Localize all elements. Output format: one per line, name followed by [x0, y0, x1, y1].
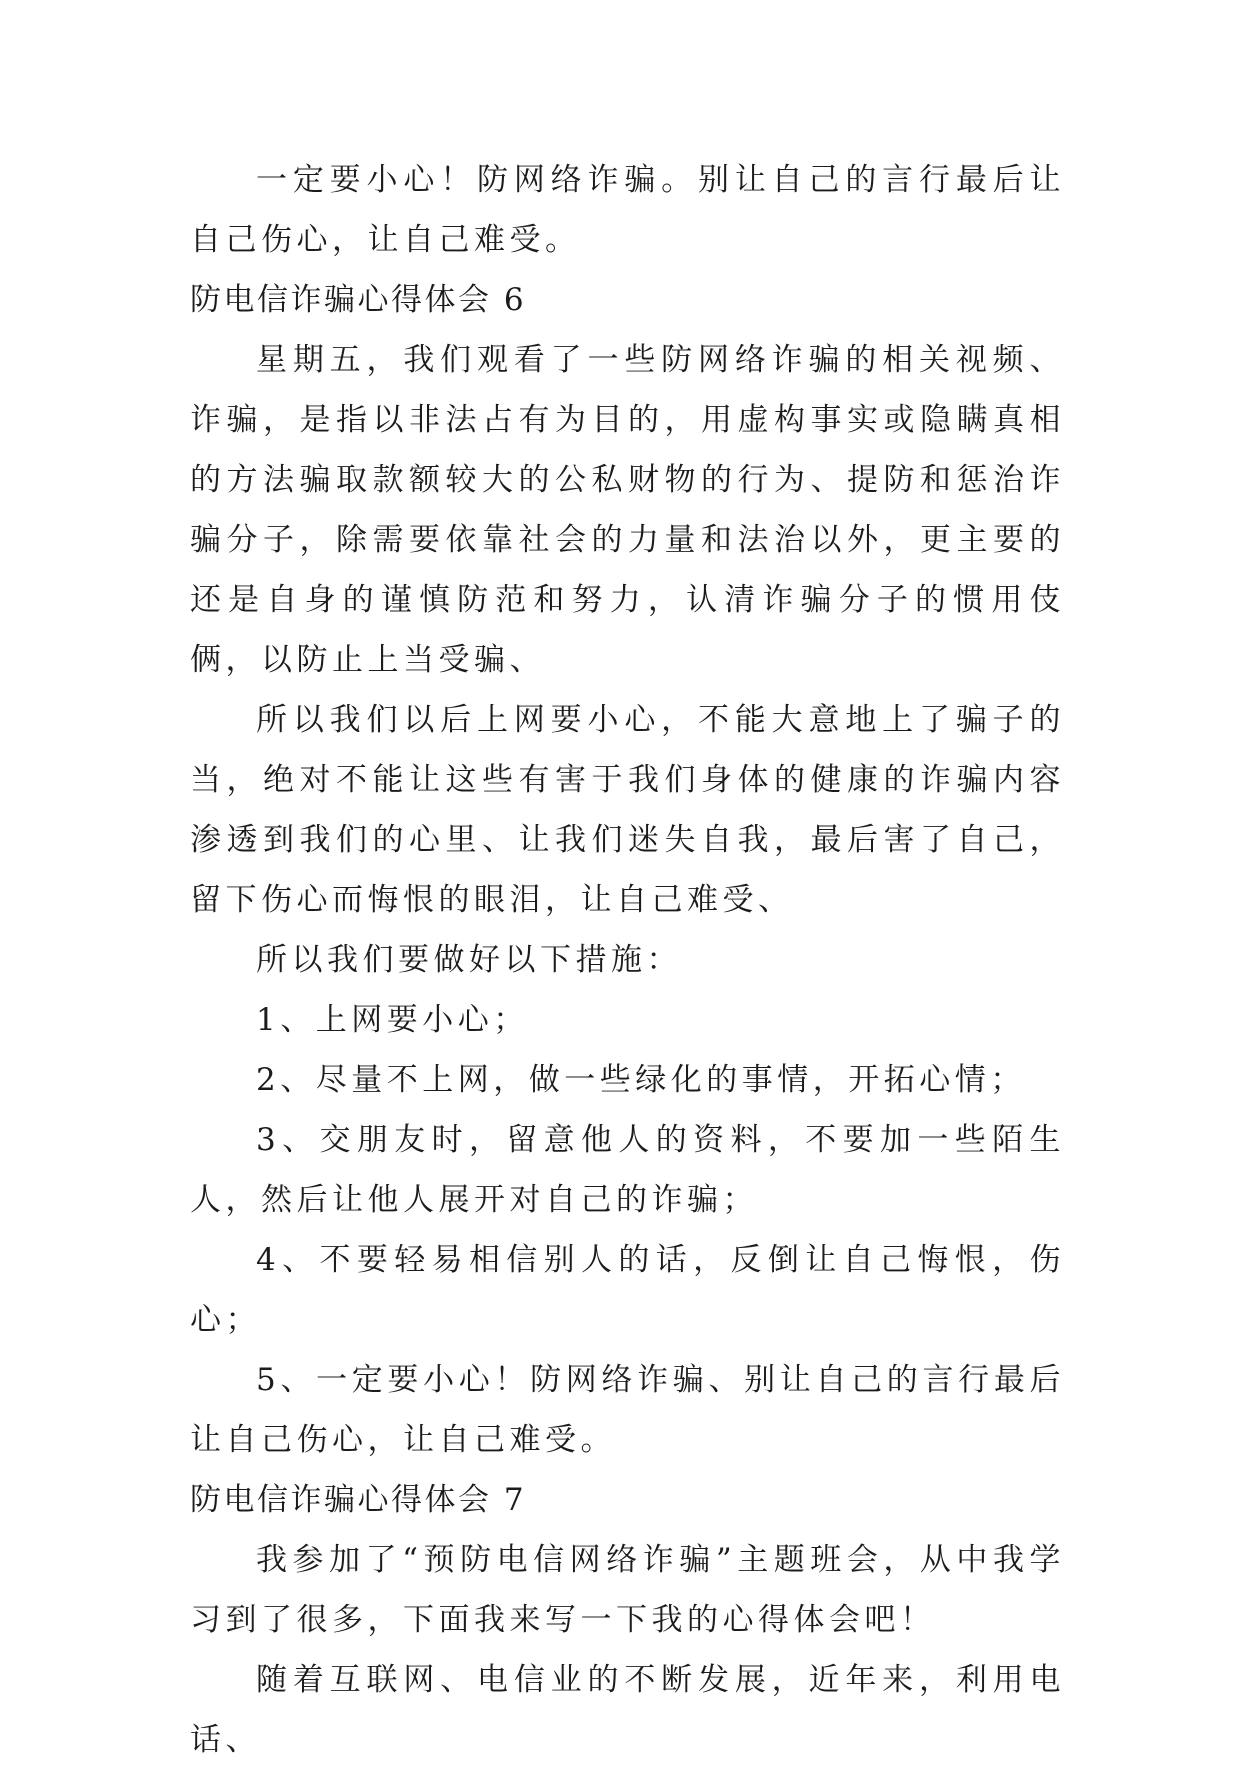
list-item: 1、上网要小心；: [256, 1002, 529, 1038]
paragraph: 星期五，我们观看了一些防网络诈骗的相关视频、诈骗，是指以非法占有为目的，用虚构事实或隐瞒真相的方法骗取款额较大的公私财物的行为、提防和惩治诈骗分子，除需要依靠社会的力量和法治以外，更主要的还是自身的谨慎防范和努力，认清诈骗分子的惯用伎俩，以防止上当受骗、: [190, 342, 1065, 678]
paragraph: 我参加了“预防电信网络诈骗”主题班会，从中我学习到了很多，下面我来写一下我的心得体会吧！: [190, 1542, 1065, 1638]
section-heading: 防电信诈骗心得体会 6: [190, 282, 527, 318]
paragraph: 一定要小心！防网络诈骗。别让自己的言行最后让自己伤心，让自己难受。: [190, 162, 1065, 258]
section-heading: 防电信诈骗心得体会 7: [190, 1482, 527, 1518]
document-page: [190, 150, 1065, 1770]
paragraph: 随着互联网、电信业的不断发展，近年来，利用电话、: [190, 1662, 1065, 1758]
paragraph: 所以我们以后上网要小心，不能大意地上了骗子的当，绝对不能让这些有害于我们身体的健康的诈骗内容渗透到我们的心里、让我们迷失自我，最后害了自己，留下伤心而悔恨的眼泪，让自己难受、: [190, 702, 1065, 918]
list-item: 3、交朋友时，留意他人的资料，不要加一些陌生人，然后让他人展开对自己的诈骗；: [190, 1122, 1065, 1218]
list-item: 2、尽量不上网，做一些绿化的事情，开拓心情；: [256, 1062, 1026, 1098]
paragraph: 所以我们要做好以下措施：: [256, 942, 682, 978]
list-item: 4、不要轻易相信别人的话，反倒让自己悔恨，伤心；: [190, 1242, 1065, 1338]
list-item: 5、一定要小心！防网络诈骗、别让自己的言行最后让自己伤心，让自己难受。: [190, 1362, 1065, 1458]
